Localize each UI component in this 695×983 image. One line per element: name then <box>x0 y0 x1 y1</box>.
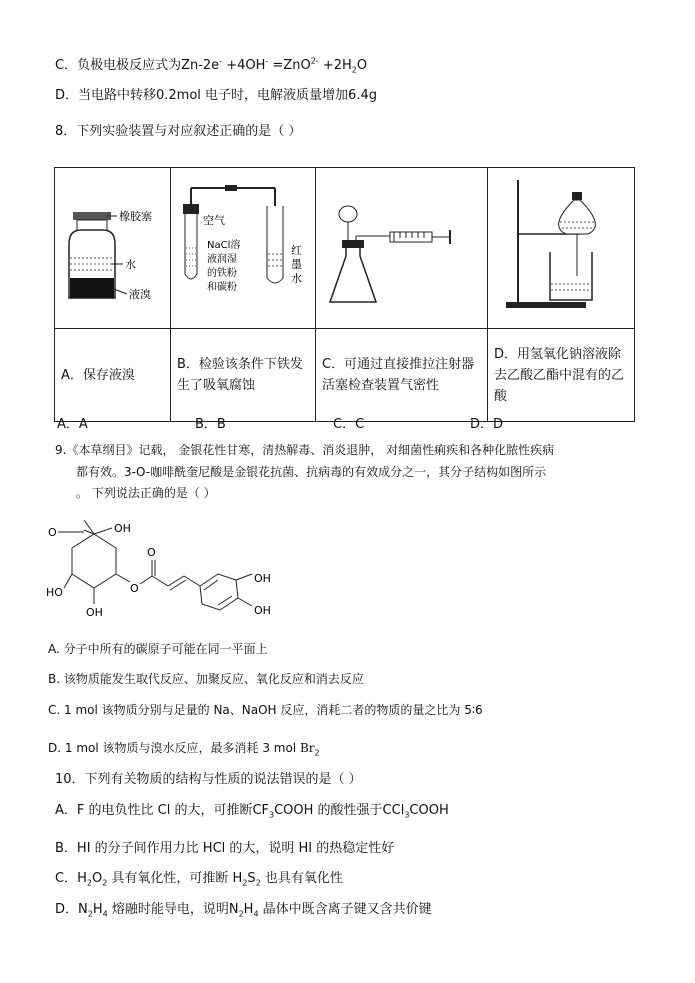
q8-stem: 8．下列实验装置与对应叙述正确的是（ ） <box>55 124 302 139</box>
atom-o-ester: O <box>130 582 139 595</box>
q9-stem-line-2: 都有效。3-O-咖啡酰奎尼酸是金银花抗菌、抗病毒的有效成分之一，其分子结构如图所示 <box>76 465 547 479</box>
q8-answer-a: A．A <box>57 417 88 432</box>
q7-option-c: C．负极电极反应式为$Zn-2e^- +4OH^- =ZnO^{2-} +2H_2O$ <box>55 56 368 75</box>
label-red-2: 墨 <box>291 258 302 271</box>
caption-a: A．保存液溴 <box>55 329 171 422</box>
q10-option-c: C．$H_2O_2$ 具有氧化性，可推断 $H_2S_2$ 也具有氧化性 <box>55 871 343 888</box>
apparatus-a-cell <box>55 168 171 329</box>
q9-option-a: A. 分子中所有的碳原子可能在同一平面上 <box>48 642 268 656</box>
label-powder-3: 的铁粉 <box>207 268 237 279</box>
q10-option-a: A．F 的电负性比 Cl 的大，可推断$CF_3COOH$ 的酸性强于CCl$_3$COOH <box>55 803 449 820</box>
separatory-funnel-diagram <box>488 168 635 324</box>
caption-d: D．用氢氧化钠溶液除去乙酸乙酯中混有的乙酸 <box>488 329 635 422</box>
atom-oh-3: OH <box>254 572 271 585</box>
apparatus-table <box>54 167 635 422</box>
label-stopper: 橡胶塞 <box>119 210 152 223</box>
label-bromine: 液溴 <box>129 288 151 301</box>
q9-option-d: D. 1 mol 该物质与溴水反应，最多消耗 3 mol $Br_2$ <box>48 741 320 758</box>
atom-oh-1: OH <box>114 522 131 535</box>
label-water: 水 <box>125 258 136 271</box>
apparatus-d-cell <box>488 168 635 329</box>
label-powder-4: 和碳粉 <box>207 282 237 293</box>
q10-stem: 10．下列有关物质的结构与性质的说法错误的是（ ） <box>55 772 362 787</box>
q10-option-d: D．$N_2H_4$ 熔融时能导电，说明$N_2H_4$ 晶体中既含离子键又含共价键 <box>55 902 432 919</box>
q9-stem-line-1: 9.《本草纲目》记载， 金银花性甘寒，清热解毒、消炎退肿， 对细菌性痢疾和各种化脓性疾病 <box>55 443 555 457</box>
apparatus-c-cell <box>316 168 488 329</box>
atom-o-carbonyl: O <box>147 546 156 559</box>
caption-b: B．检验该条件下铁发生了吸氧腐蚀 <box>171 329 316 422</box>
caption-c: C．可通过直接推拉注射器活塞检查装置气密性 <box>316 329 488 422</box>
bromine-bottle-diagram <box>55 168 171 324</box>
label-red-3: 水 <box>291 272 302 285</box>
atom-oh-4: OH <box>254 604 271 617</box>
q9-option-c: C. 1 mol 该物质分别与足量的 Na、NaOH 反应，消耗二者的物质的量之比为 5∶6 <box>48 703 483 717</box>
q10-option-b: B．HI 的分子间作用力比 HCl 的大，说明 HI 的热稳定性好 <box>55 841 395 856</box>
q9-option-b: B. 该物质能发生取代反应、加聚反应、氧化反应和消去反应 <box>48 672 364 686</box>
label-powder-1: NaCl溶 <box>207 240 241 251</box>
atom-oh-2: OH <box>86 606 103 619</box>
airtightness-flask-diagram <box>316 168 488 324</box>
label-red-1: 红 <box>291 244 302 257</box>
atom-o-top: O <box>48 526 57 539</box>
molecular-structure <box>44 508 284 638</box>
q8-answer-d: D．D <box>470 417 504 432</box>
label-powder-2: 液润湿 <box>207 254 237 265</box>
q9-stem-line-3: 。 下列说法正确的是（ ） <box>76 486 216 500</box>
corrosion-tube-diagram <box>171 168 316 324</box>
apparatus-b-cell <box>171 168 316 329</box>
q8-answer-b: B．B <box>195 417 226 432</box>
q8-answer-c: C．C <box>333 417 365 432</box>
label-air: 空气 <box>203 214 225 227</box>
atom-ho-1: HO <box>46 586 63 599</box>
q7-option-d: D．当电路中转移0.2mol 电子时，电解液质量增加6.4g <box>55 88 377 103</box>
